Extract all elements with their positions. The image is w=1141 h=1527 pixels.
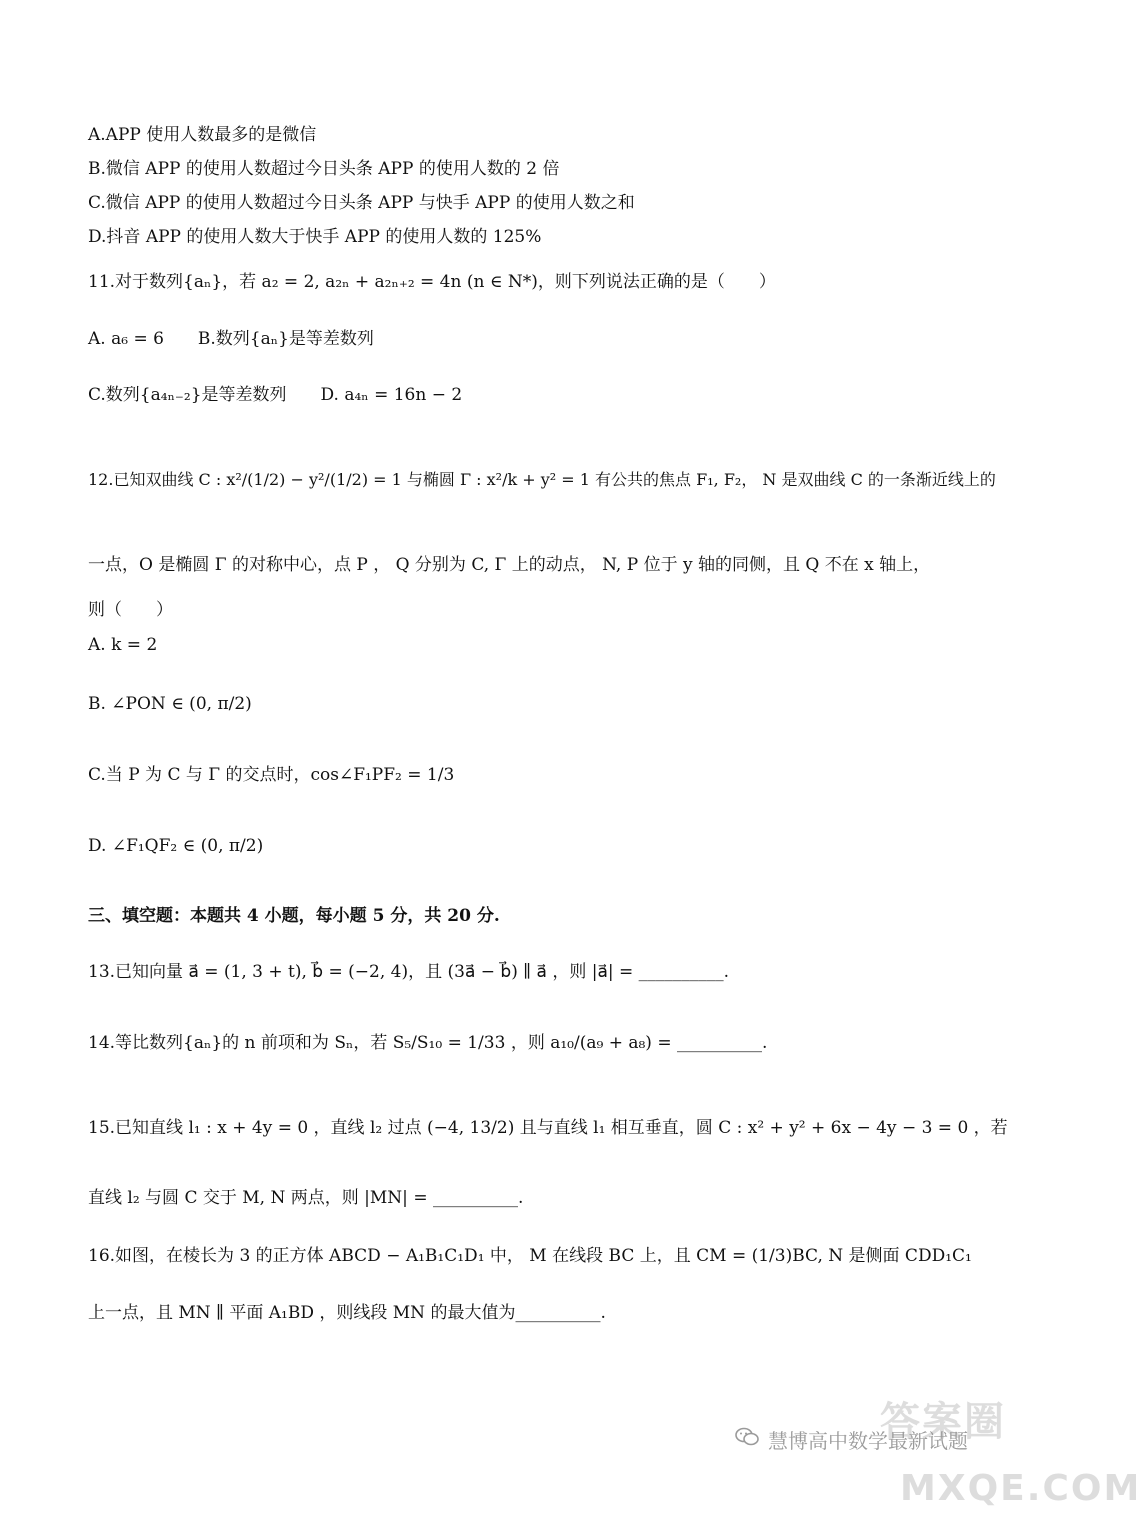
watermark-site: MXQE.COM — [900, 1468, 1141, 1509]
q12-stem-2: 一点，O 是椭圆 Γ 的对称中心，点 P ， Q 分别为 C, Γ 上的动点， N, P 位于 y 轴的同侧，且 Q 不在 x 轴上， — [88, 555, 931, 575]
wechat-icon — [735, 1427, 759, 1447]
section-title: 三、填空题：本题共 4 小题，每小题 5 分，共 20 分. — [88, 906, 500, 926]
q15-line-2: 直线 l₂ 与圆 C 交于 M, N 两点，则 |MN| = __________. — [88, 1188, 524, 1208]
q11-options-ab: A. a₆ = 6 B.数列{aₙ}是等差数列 — [88, 329, 374, 349]
q12-stem-3: 则（ ） — [88, 600, 173, 620]
q10-option-d: D.抖音 APP 的使用人数大于快手 APP 的使用人数的 125% — [88, 227, 542, 247]
q12-stem: 12.已知双曲线 C : x²/(1/2) − y²/(1/2) = 1 与椭圆 Γ : x²/k + y² = 1 有公共的焦点 F₁, F₂， N 是双曲线 C 的一条渐近线上的 — [88, 470, 996, 489]
q12-option-b: B. ∠PON ∈ (0, π/2) — [88, 694, 252, 714]
q10-option-b: B.微信 APP 的使用人数超过今日头条 APP 的使用人数的 2 倍 — [88, 159, 560, 179]
q12-option-c: C.当 P 为 C 与 Γ 的交点时，cos∠F₁PF₂ = 1/3 — [88, 765, 455, 785]
q12-option-d: D. ∠F₁QF₂ ∈ (0, π/2) — [88, 836, 264, 856]
q10-option-a: A.APP 使用人数最多的是微信 — [88, 125, 317, 145]
q16-line-2: 上一点，且 MN ∥ 平面 A₁BD ，则线段 MN 的最大值为__________. — [88, 1303, 606, 1323]
q13: 13.已知向量 a⃗ = (1, 3 + t), b⃗ = (−2, 4)，且 (3a⃗ − b⃗) ∥ a⃗ ，则 |a⃗| = __________. — [88, 962, 730, 982]
q14: 14.等比数列{aₙ}的 n 前项和为 Sₙ，若 S₅/S₁₀ = 1/33 ，则 a₁₀/(a₉ + a₈) = __________. — [88, 1033, 768, 1053]
q10-option-c: C.微信 APP 的使用人数超过今日头条 APP 与快手 APP 的使用人数之和 — [88, 193, 635, 213]
footer-source: 慧博高中数学最新试题 — [768, 1429, 968, 1453]
q15-line-1: 15.已知直线 l₁ : x + 4y = 0 ，直线 l₂ 过点 (−4, 13/2) 且与直线 l₁ 相互垂直，圆 C : x² + y² + 6x − 4y − 3 = 0 ，若 — [88, 1118, 1008, 1138]
watermark-logo: 答案圈 — [880, 1399, 1006, 1445]
q11-stem: 11.对于数列{aₙ}，若 a₂ = 2, a₂ₙ + a₂ₙ₊₂ = 4n (n ∈ N*)，则下列说法正确的是（ ） — [88, 272, 776, 292]
q12-option-a: A. k = 2 — [88, 635, 158, 655]
q16-line-1: 16.如图，在棱长为 3 的正方体 ABCD − A₁B₁C₁D₁ 中， M 在线段 BC 上，且 CM = (1/3)BC, N 是侧面 CDD₁C₁ — [88, 1246, 972, 1266]
q11-options-cd: C.数列{a₄ₙ₋₂}是等差数列 D. a₄ₙ = 16n − 2 — [88, 385, 463, 405]
